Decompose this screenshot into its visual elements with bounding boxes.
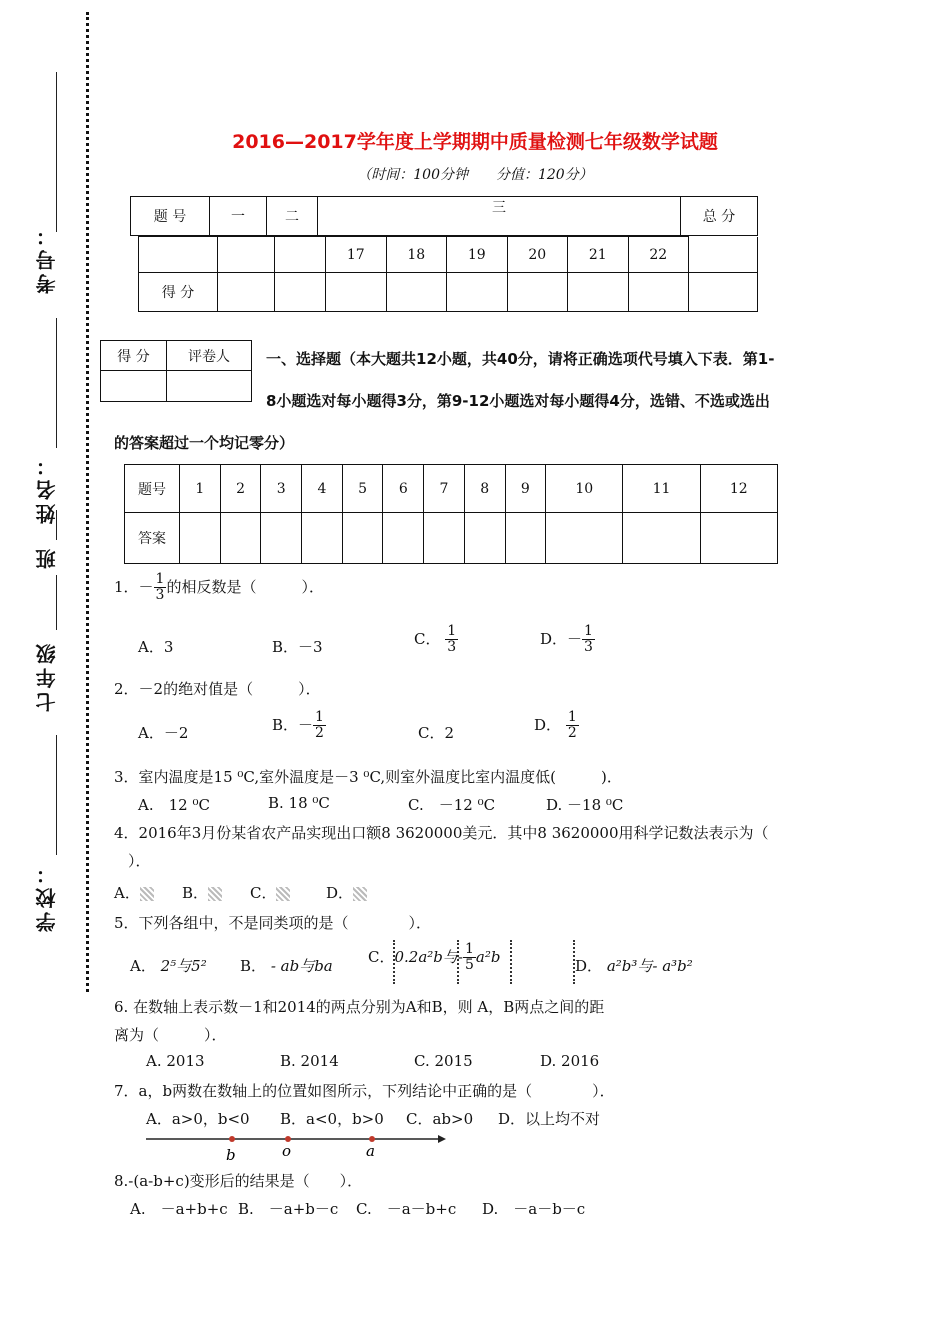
answer-num: 6 [383,465,424,513]
answer-input[interactable] [424,513,465,564]
grader-defen: 得 分 [101,341,167,371]
formula-image [208,887,222,901]
q8-option-b: B. －a+b－c [238,1200,339,1218]
q5-stem: 5．下列各组中，不是同类项的是（ ）． [114,914,432,932]
answer-input[interactable] [383,513,424,564]
nianji-line [56,575,57,630]
formula-image [353,887,367,901]
sub-20: 20 [507,237,568,273]
formula-image [276,887,290,901]
ban-label: 班 [35,545,59,569]
xuexiao-line [56,735,57,855]
dotted-artifact [510,940,512,984]
answer-input[interactable] [220,513,261,564]
number-line-arrow [438,1135,446,1143]
answer-input[interactable] [505,513,546,564]
q2-option-b: B．－ $\frac{1}{2}$ [272,709,324,742]
q7-option-c: C．ab>0 [406,1110,474,1128]
q6-option-d: D. 2016 [540,1052,600,1070]
q8-option-d: D. －a－b－c [482,1200,586,1218]
section1-line1: 一、选择题（本大题共12小题，共40分，请将正确选项代号填入下表．第1- [266,350,775,368]
q1-option-b: B．－3 [272,638,323,656]
score-table-body [138,236,758,312]
score-input-cell[interactable] [326,273,387,312]
sub-17: 17 [326,237,387,273]
q8-stem: 8.-(a-b+c)变形后的结果是（ ）． [114,1172,363,1190]
xingming-line [56,318,57,448]
answer-num: 11 [623,465,700,513]
q2-option-d: D． $\frac{1}{2}$ [534,709,577,742]
q3-option-b: B. 18 ⁰C [268,794,330,812]
answer-input[interactable] [302,513,343,564]
sub-18: 18 [386,237,447,273]
answer-num: 2 [220,465,261,513]
q3-option-a: A. 12 ⁰C [138,796,210,814]
grader-input[interactable] [101,371,167,402]
answer-num: 4 [302,465,343,513]
score-input-cell[interactable] [507,273,568,312]
answer-num: 10 [546,465,623,513]
sub-21: 21 [568,237,629,273]
answer-input[interactable] [180,513,221,564]
answer-input[interactable] [342,513,383,564]
q5-option-b: B． - ab与ba [240,957,333,975]
q6-option-c: C. 2015 [414,1052,473,1070]
score-table-header [130,196,758,236]
answer-num: 8 [464,465,505,513]
q7-option-a: A．a>0，b<0 [146,1110,250,1128]
blank-cell [218,237,275,273]
xuexiao-label: 学校： [35,860,59,932]
score-input-cell[interactable] [689,273,758,312]
sub-22: 22 [628,237,689,273]
q4-option-b: B． [182,882,222,903]
sub-19: 19 [447,237,508,273]
score-input-cell[interactable] [628,273,689,312]
q4-option-c: C． [250,882,290,903]
ban-line [56,510,57,540]
grader-input[interactable] [167,371,252,402]
q8-option-a: A. －a+b+c [130,1200,228,1218]
score-input-cell[interactable] [386,273,447,312]
blank-cell [139,237,218,273]
q1-option-a: A．3 [138,638,174,656]
q4-stem-2: ）． [128,852,151,870]
q4-stem-1: 4．2016年3月份某省农产品实现出口额8 3620000美元．其中8 3620000用科学记数法表示为（ [114,824,769,842]
q1-option-d: D．－ $\frac{1}{3}$ [540,623,593,656]
answer-num: 3 [261,465,302,513]
q1-post: 的相反数是（ ）． [166,577,324,596]
answer-table [124,464,778,564]
binding-dotted-line [86,12,89,992]
tihao-cell: 题 号 [131,197,210,236]
q3-option-c: C. －12 ⁰C [408,796,496,814]
answer-input[interactable] [464,513,505,564]
total-cell: 总 分 [681,197,758,236]
section1-line3: 的答案超过一个均记零分） [114,434,295,452]
label-o: o [282,1142,292,1160]
grader-table [100,340,252,402]
q7-option-d: D．以上均不对 [498,1110,601,1128]
grader-pingjuanren: 评卷人 [167,341,252,371]
q6-option-a: A. 2013 [146,1052,205,1070]
answer-tihao: 题号 [125,465,180,513]
q7-stem: 7．a，b两数在数轴上的位置如图所示，下列结论中正确的是（ ）． [114,1082,615,1100]
answer-num: 5 [342,465,383,513]
q2-option-a: A．－2 [138,724,189,742]
q2-stem: 2．－2的绝对值是（ ）． [114,680,321,698]
q4-option-a: A． [114,882,154,903]
nianji-label: 七年级 [35,640,59,712]
label-a: a [366,1142,375,1160]
col-1-cell: 一 [210,197,267,236]
q5-option-c: C．0.2a²b与- $\frac{1}{5}$ a²b [368,941,501,974]
q6-stem-2: 离为（ ）． [114,1026,227,1044]
answer-num: 9 [505,465,546,513]
score-input-cell[interactable] [218,273,275,312]
blank-cell [689,237,758,273]
blank-cell [275,237,326,273]
exam-title: 2016—2017学年度上学期期中质量检测七年级数学试题 [232,131,718,153]
formula-image [140,887,154,901]
exam-subtitle: （时间：100分钟 分值：120分） [357,167,593,183]
label-b: b [226,1146,236,1164]
answer-input[interactable] [623,513,700,564]
q7-option-b: B．a<0，b>0 [280,1110,384,1128]
q6-option-b: B. 2014 [280,1052,339,1070]
q8-option-c: C. －a－b+c [356,1200,457,1218]
q5-option-d: D． a²b³与- a³b² [575,957,693,975]
q1-stem [114,572,324,604]
answer-input[interactable] [546,513,623,564]
section1-line2: 8小题选对每小题得3分，第9-12小题选对每小题得4分，选错、不选或选出 [266,392,770,410]
xingming-label: 姓名： [35,452,59,524]
answer-num: 7 [424,465,465,513]
q4-option-d: D． [326,882,367,903]
number-line [140,1128,460,1164]
answer-input[interactable] [700,513,777,564]
kaohao-label: 考号： [35,222,59,294]
col-2-cell: 二 [267,197,318,236]
q1-option-c: C． $\frac{1}{3}$ [414,623,457,656]
answer-input[interactable] [261,513,302,564]
answer-num: 1 [180,465,221,513]
q1-fraction: $\frac{1}{3}$ [155,571,165,604]
q3-stem: 3．室内温度是15 ⁰C,室外温度是－3 ⁰C,则室外温度比室内温度低( )． [114,768,622,786]
defen-cell: 得 分 [139,273,218,312]
answer-daan: 答案 [125,513,180,564]
q5-option-a: A． 2⁵与5² [130,957,207,975]
score-input-cell[interactable] [447,273,508,312]
score-input-cell[interactable] [568,273,629,312]
q1-pre: 1．－ [114,577,154,596]
q3-option-d: D. －18 ⁰C [546,796,624,814]
score-input-cell[interactable] [275,273,326,312]
q6-stem-1: 6. 在数轴上表示数－1和2014的两点分别为A和B，则 A，B两点之间的距 [114,998,605,1016]
answer-num: 12 [700,465,777,513]
q2-option-c: C．2 [418,724,455,742]
col-3-cell: 三 [318,197,681,236]
point-b [229,1136,235,1142]
